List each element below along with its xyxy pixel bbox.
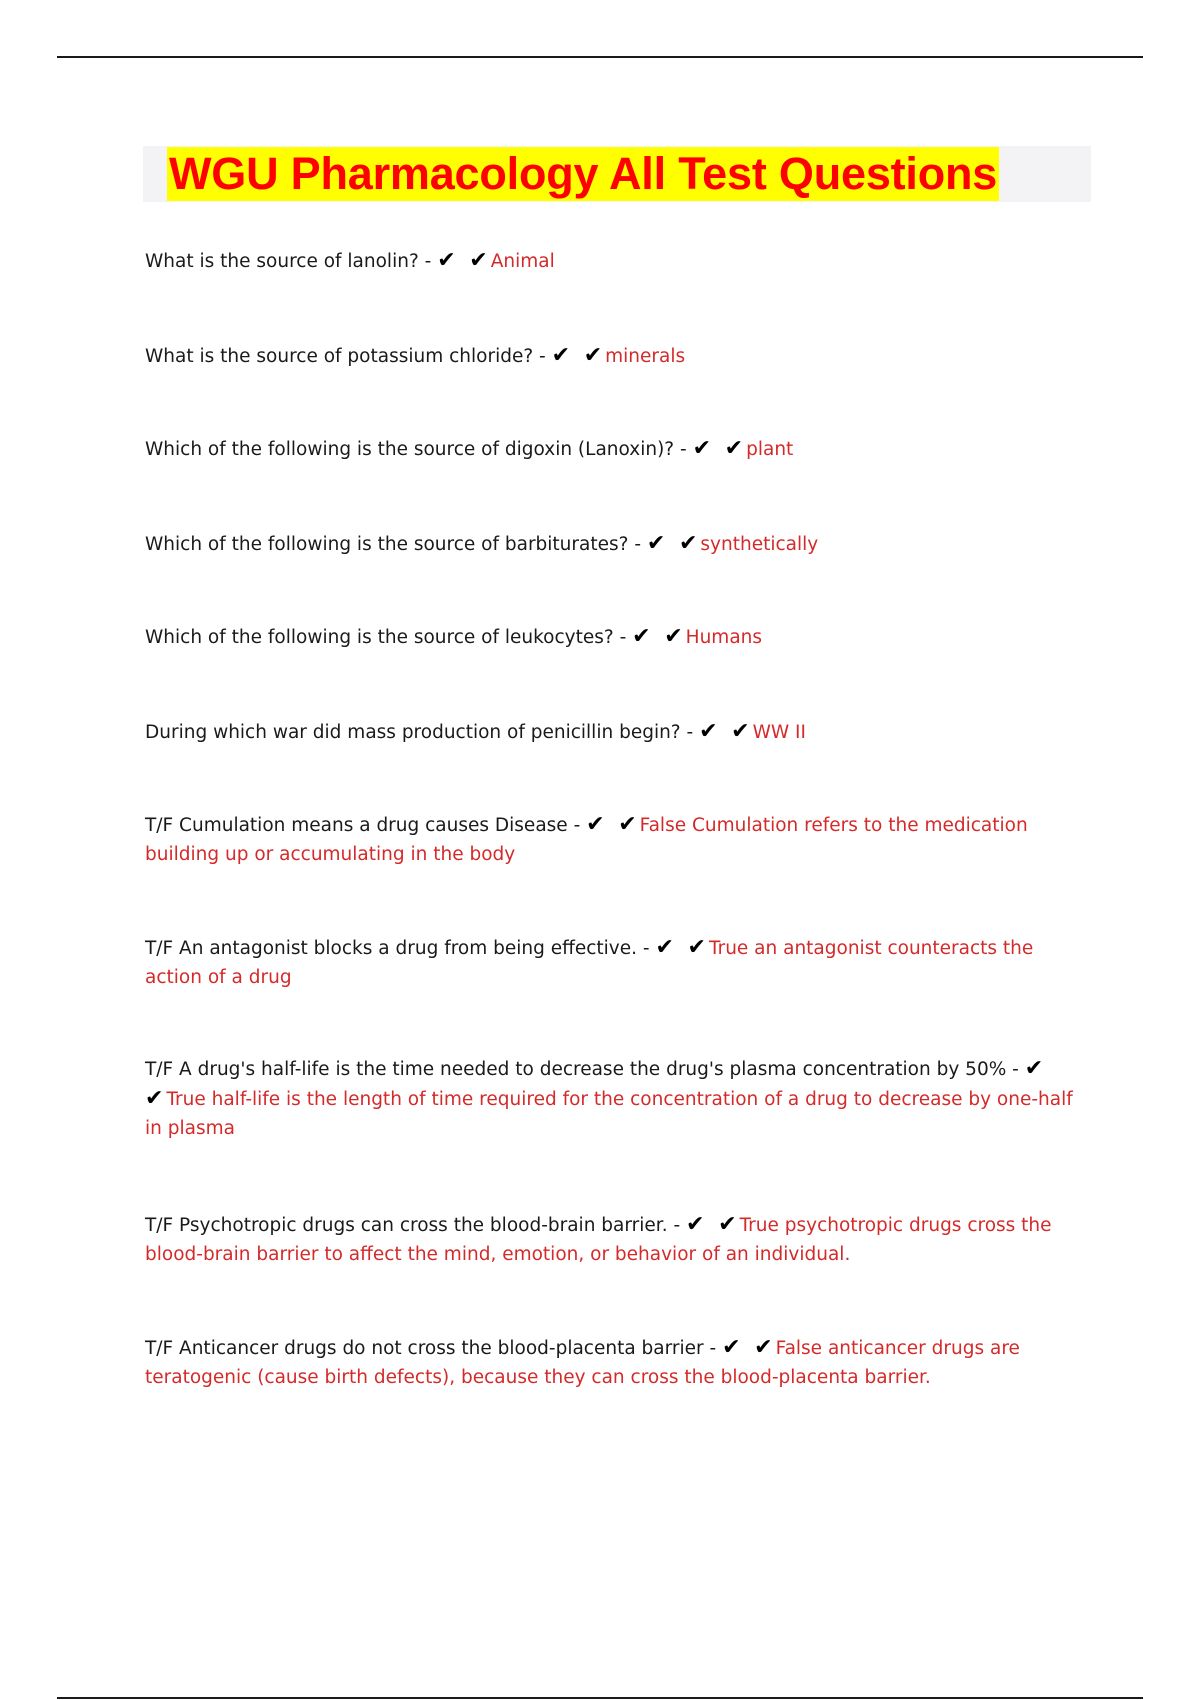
question-text: T/F An antagonist blocks a drug from being effective. [145, 938, 638, 959]
bottom-rule [57, 1697, 1143, 1699]
separator: - [703, 1338, 723, 1359]
qa-item-8 [145, 933, 1090, 992]
answer-text: True half-life is the length of time required for the concentration of a drug to decrease by one-half in plasma [145, 1089, 1073, 1139]
answer-text: False Cumulation refers to the medication building up or accumulating in the body [145, 815, 1028, 865]
question-text: Which of the following is the source of barbiturates? [145, 534, 629, 555]
qa-item-3 [145, 434, 1090, 464]
question-text: T/F Psychotropic drugs can cross the blood-brain barrier. [145, 1215, 668, 1236]
qa-item-7 [145, 810, 1090, 869]
separator: - [567, 815, 587, 836]
answer-text: plant [746, 439, 794, 460]
double-check-icon: ✔ ✔ [655, 935, 709, 960]
answer-text: False anticancer drugs are teratogenic (cause birth defects), because they can cross the blood-placenta barrier. [145, 1338, 1020, 1388]
double-check-icon: ✔ ✔ [145, 1056, 1047, 1111]
question-text: What is the source of potassium chloride? [145, 346, 534, 367]
qa-item-5 [145, 622, 1090, 652]
separator: - [667, 1215, 687, 1236]
separator: - [680, 722, 700, 743]
answer-text: Humans [685, 627, 763, 648]
separator: - [628, 534, 647, 555]
qa-item-10 [145, 1210, 1090, 1269]
qa-item-9 [145, 1054, 1090, 1143]
answer-text: minerals [605, 346, 686, 367]
double-check-icon: ✔ ✔ [692, 436, 747, 461]
qa-item-11 [145, 1333, 1090, 1392]
separator: - [533, 346, 552, 367]
question-text: During which war did mass production of penicillin begin? [145, 722, 681, 743]
answer-text: True psychotropic drugs cross the blood-brain barrier to affect the mind, emotion, or behavior of an individual. [145, 1215, 1052, 1265]
question-text: Which of the following is the source of leukocytes? [145, 627, 614, 648]
question-text: T/F Anticancer drugs do not cross the blood-placenta barrier [145, 1338, 704, 1359]
top-rule [57, 56, 1143, 58]
double-check-icon: ✔ ✔ [586, 812, 640, 837]
separator: - [418, 251, 438, 272]
page-title: WGU Pharmacology All Test Questions [169, 148, 998, 199]
qa-item-4 [145, 529, 1090, 559]
double-check-icon: ✔ ✔ [632, 624, 686, 649]
qa-item-6 [145, 717, 1090, 747]
double-check-icon: ✔ ✔ [646, 531, 701, 556]
question-text: T/F Cumulation means a drug causes Disease [145, 815, 568, 836]
question-text: What is the source of lanolin? [145, 251, 419, 272]
separator: - [613, 627, 633, 648]
answer-text: Animal [490, 251, 555, 272]
question-text: Which of the following is the source of digoxin (Lanoxin)? [145, 439, 675, 460]
double-check-icon: ✔ ✔ [437, 248, 491, 273]
double-check-icon: ✔ ✔ [686, 1212, 740, 1237]
double-check-icon: ✔ ✔ [551, 343, 606, 368]
qa-item-2 [145, 341, 1090, 371]
separator: - [674, 439, 693, 460]
double-check-icon: ✔ ✔ [722, 1335, 776, 1360]
qa-item-1 [145, 246, 1090, 276]
separator: - [1006, 1059, 1025, 1080]
answer-text: synthetically [700, 534, 819, 555]
question-text: T/F A drug's half-life is the time needed to decrease the drug's plasma concentration by 50% [145, 1059, 1007, 1080]
answer-text: True an antagonist counteracts the action of a drug [145, 938, 1034, 988]
answer-text: WW II [752, 722, 806, 743]
double-check-icon: ✔ ✔ [699, 719, 753, 744]
separator: - [637, 938, 656, 959]
